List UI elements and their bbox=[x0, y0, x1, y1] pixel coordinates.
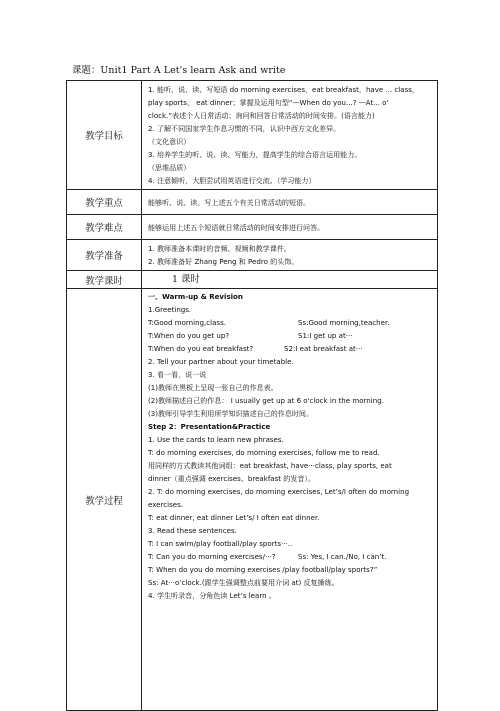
dialogue-line bbox=[148, 329, 431, 342]
student-response: Ss: Yes, I can./No, I can’t. bbox=[298, 552, 387, 561]
goal-line: 4. 注意倾听，大胆尝试用英语进行交流。（学习能力） bbox=[148, 176, 316, 185]
row-difficulties bbox=[67, 215, 438, 240]
teacher-line: T:Good morning,class. bbox=[148, 318, 226, 327]
row-key-points bbox=[67, 190, 438, 215]
process-line: T: I can swim/play football/play sports···.. bbox=[148, 539, 293, 548]
goal-line: clock.”表述个人日常活动；询问和回答日常活动的时间安排。(语言能力) bbox=[148, 111, 375, 120]
content-goals bbox=[142, 81, 438, 190]
label-goals: 教学目标 bbox=[67, 81, 142, 190]
goal-line: （文化意识） bbox=[148, 137, 191, 146]
process-line: 2. Tell your partner about your timetable. bbox=[148, 357, 294, 366]
teacher-line: T:When do you eat breakfast? bbox=[148, 344, 254, 353]
preparation-line: 2. 教师准备好 Zhang Peng 和 Pedro 的头饰。 bbox=[148, 257, 299, 266]
student-response: S1:I get up at··· bbox=[298, 331, 353, 340]
dialogue-line bbox=[148, 342, 431, 355]
content-hours bbox=[142, 271, 438, 289]
step1-heading: 一、Warm-up & Revision bbox=[148, 292, 243, 301]
lesson-title: 课题：Unit1 Part A Let's learn Ask and write bbox=[72, 65, 286, 76]
row-process bbox=[67, 289, 438, 711]
row-goals bbox=[67, 81, 438, 190]
process-line: (3)教师引导学生利用所学知识描述自己的作息时间。 bbox=[148, 409, 314, 418]
goal-line: 3. 培养学生的听、说、读、写能力，提高学生的综合语言运用能力。 bbox=[148, 150, 362, 159]
process-line: (2)教师描述自己的作息： I usually get up at 6 o'clock in the morning. bbox=[148, 396, 384, 405]
dialogue-line bbox=[148, 316, 431, 329]
process-line: T: eat dinner, eat dinner Let’s/ I often eat dinner. bbox=[148, 513, 320, 522]
goal-line: （思维品质） bbox=[148, 163, 191, 172]
goal-line: 1. 能听、说、读、写短语 do morning exercises，eat breakfast，have ... class， bbox=[148, 85, 419, 94]
label-key-points: 教学重点 bbox=[67, 190, 142, 215]
difficulties-text: 能够运用上述五个短语就日常活动的时间安排进行问答。 bbox=[148, 222, 325, 232]
row-preparation bbox=[67, 240, 438, 271]
label-process: 教学过程 bbox=[67, 289, 142, 711]
content-process bbox=[142, 289, 438, 711]
process-line: dinner（重点强调 exercises、breakfast 的发音）。 bbox=[148, 474, 316, 483]
student-response: Ss:Good morning,teacher. bbox=[298, 318, 390, 327]
lesson-plan-table bbox=[66, 80, 438, 711]
dialogue-line bbox=[148, 550, 431, 563]
process-line: Ss: At···o’clock.(跟学生强调整点前要用介词 at) 反复操练。 bbox=[148, 578, 339, 587]
step2-heading: Step 2：Presentation&Practice bbox=[148, 422, 271, 431]
process-line: 2. T: do morning exercises, do morning exercises, Let’s/I often do morning bbox=[148, 487, 410, 496]
goal-line: play sports， eat dinner；掌握及运用句型“—When do you...? —At... o' bbox=[148, 98, 389, 107]
key-points-text: 能够听、说、读、写上述五个有关日常活动的短语。 bbox=[148, 197, 311, 207]
process-line: 1.Greetings. bbox=[148, 305, 192, 314]
content-preparation bbox=[142, 240, 438, 271]
student-response: S2:I eat breakfast at··· bbox=[284, 344, 363, 353]
hours-text: 1 课时 bbox=[172, 273, 200, 285]
row-hours bbox=[67, 271, 438, 289]
process-line: (1)教师在黑板上呈现一张自己的作息表。 bbox=[148, 383, 278, 392]
process-line: 4. 学生听录音，分角色读 Let’s learn 。 bbox=[148, 591, 276, 600]
process-line: T: do morning exercises, do morning exercises, follow me to read. bbox=[148, 448, 380, 457]
goal-line: 2. 了解不同国家学生作息习惯的不同，认识中西方文化差异。 bbox=[148, 124, 341, 133]
process-line: 用同样的方式教读其他词组：eat breakfast, have···class, play sports, eat bbox=[148, 461, 392, 470]
preparation-line: 1. 教师准备本课时的音频、视频和教学课件。 bbox=[148, 244, 291, 253]
teacher-line: T:When do you get up? bbox=[148, 331, 230, 340]
process-line: T: When do you do morning exercises /play football/play sports?” bbox=[148, 565, 378, 574]
process-line: exercises. bbox=[148, 500, 183, 509]
label-hours: 教学课时 bbox=[67, 271, 142, 289]
label-difficulties: 教学难点 bbox=[67, 215, 142, 240]
process-line: 3. 看一看，说一说 bbox=[148, 370, 207, 379]
process-line: 3. Read these sentences. bbox=[148, 526, 237, 535]
label-preparation: 教学准备 bbox=[67, 240, 142, 271]
content-difficulties bbox=[142, 215, 438, 240]
process-line: 1. Use the cards to learn new phrases. bbox=[148, 435, 284, 444]
teacher-line: T: Can you do morning exercises/···? bbox=[148, 552, 276, 561]
content-key-points bbox=[142, 190, 438, 215]
